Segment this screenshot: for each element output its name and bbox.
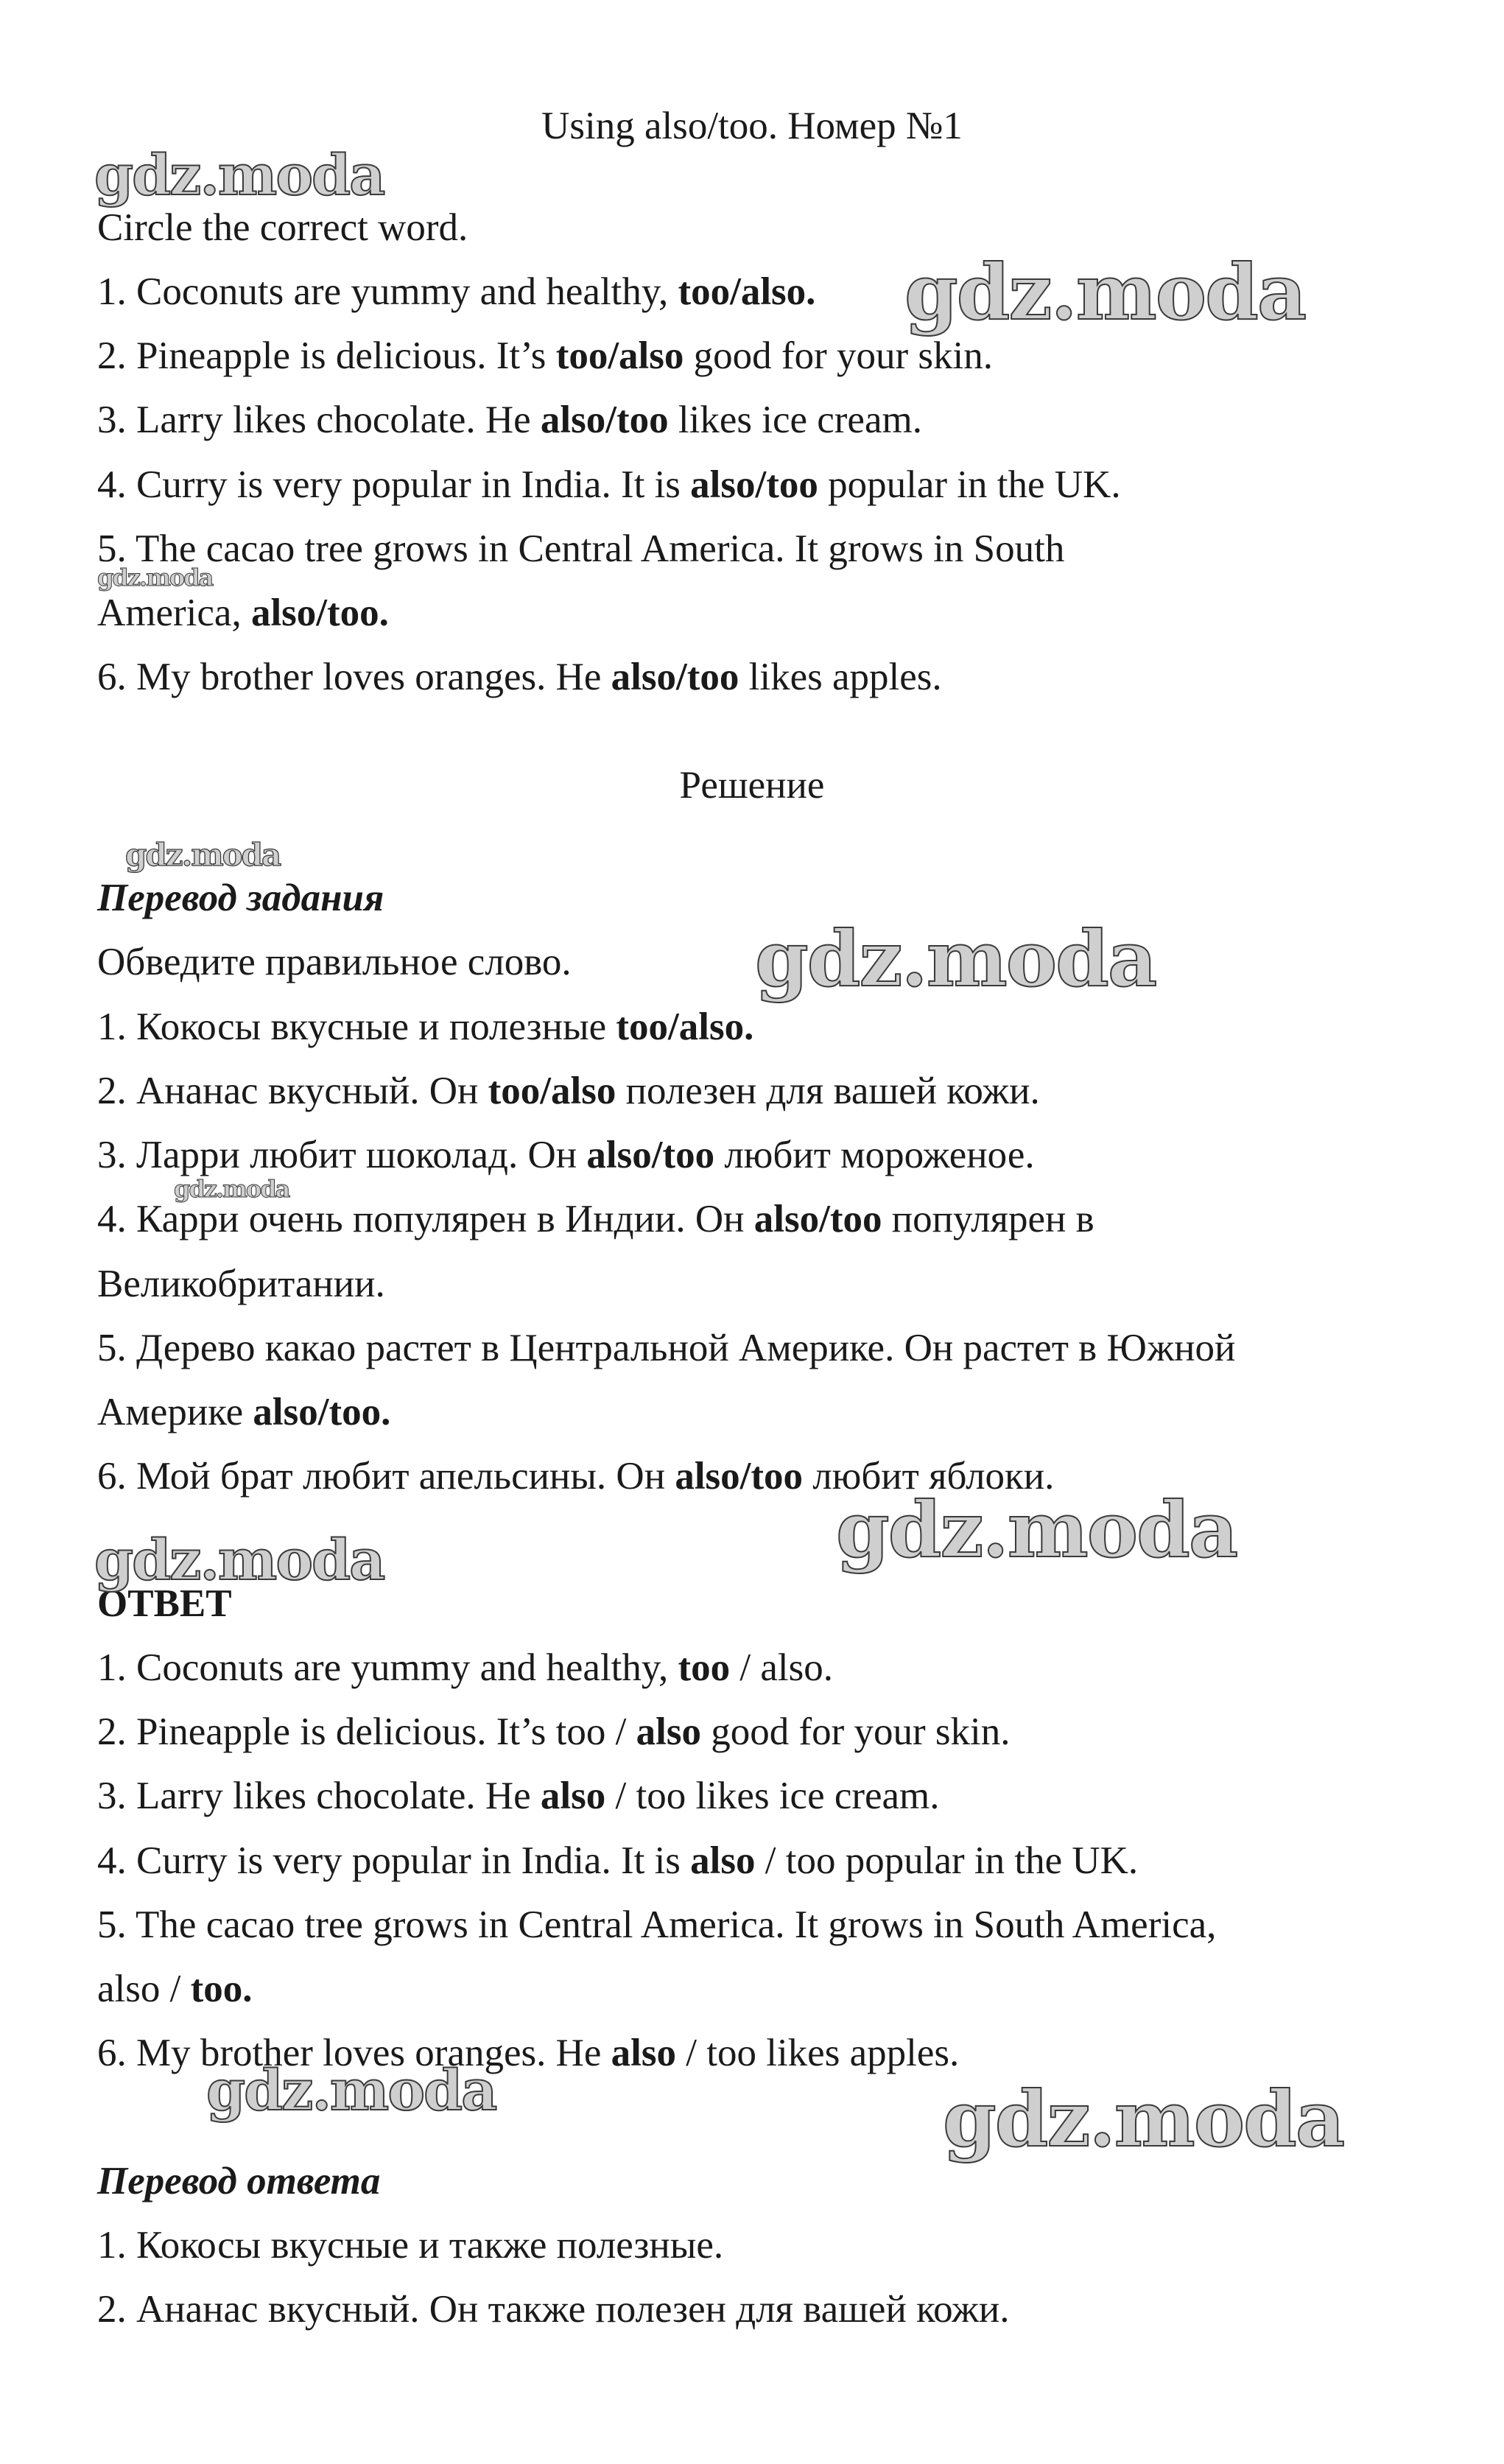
task-item: 5. The cacao tree grows in Central America. It grows in South	[97, 527, 1065, 570]
task-item: 1. Coconuts are yummy and healthy, too/also.	[97, 270, 816, 313]
task-item: America, also/too.	[97, 592, 389, 634]
watermark-logo: gdz.moda	[174, 1175, 289, 1203]
page-title: Using also/too. Номер №1	[541, 105, 963, 147]
task-item: 3. Larry likes chocolate. He also/too likes ice cream.	[97, 399, 922, 441]
translation-heading: Перевод задания	[97, 877, 384, 919]
watermark-logo: gdz.moda	[943, 2074, 1344, 2164]
answer-item: 6. My brother loves oranges. He also / too likes apples.	[97, 2032, 960, 2074]
answer-item: 1. Coconuts are yummy and healthy, too / also.	[97, 1646, 833, 1689]
translation-item: Великобритании.	[97, 1263, 385, 1305]
solution-label: Решение	[679, 764, 825, 807]
task-instruction: Circle the correct word.	[97, 206, 468, 249]
translation-item: 3. Ларри любит шоколад. Он also/too любит мороженое.	[97, 1134, 1035, 1176]
answer-translation-heading: Перевод ответа	[97, 2160, 381, 2202]
translation-instruction: Обведите правильное слово.	[97, 941, 572, 983]
translation-item: 2. Ананас вкусный. Он too/also полезен для вашей кожи.	[97, 1070, 1040, 1112]
translation-item: 5. Дерево какао растет в Центральной Америке. Он растет в Южной	[97, 1327, 1236, 1369]
watermark-logo: gdz.moda	[755, 913, 1156, 1004]
watermark-logo: gdz.moda	[904, 247, 1306, 337]
watermark-logo: gdz.moda	[94, 142, 384, 208]
watermark-logo: gdz.moda	[94, 1527, 384, 1593]
translation-item: 4. Карри очень популярен в Индии. Он also/too популярен в	[97, 1198, 1094, 1240]
task-item: 2. Pineapple is delicious. It’s too/also good for your skin.	[97, 334, 993, 377]
answer-translation-item: 2. Ананас вкусный. Он также полезен для вашей кожи.	[97, 2288, 1010, 2331]
watermark-logo: gdz.moda	[125, 837, 281, 873]
answer-item: 3. Larry likes chocolate. He also / too likes ice cream.	[97, 1775, 940, 1817]
watermark-logo: gdz.moda	[836, 1484, 1237, 1575]
watermark-logo: gdz.moda	[97, 564, 213, 592]
translation-item: 6. Мой брат любит апельсины. Он also/too любит яблоки.	[97, 1455, 1055, 1498]
answer-heading: ОТВЕТ	[97, 1582, 232, 1625]
task-item: 6. My brother loves oranges. He also/too likes apples.	[97, 656, 942, 698]
watermark-logo: gdz.moda	[206, 2057, 496, 2123]
answer-item: also / too.	[97, 1968, 253, 2010]
answer-item: 4. Curry is very popular in India. It is also / too popular in the UK.	[97, 1839, 1139, 1882]
answer-item: 5. The cacao tree grows in Central America. It grows in South America,	[97, 1903, 1217, 1946]
answer-item: 2. Pineapple is delicious. It’s too / also good for your skin.	[97, 1710, 1011, 1753]
translation-item: 1. Кокосы вкусные и полезные too/also.	[97, 1005, 754, 1048]
translation-item: Америке also/too.	[97, 1391, 391, 1433]
task-item: 4. Curry is very popular in India. It is also/too popular in the UK.	[97, 463, 1121, 506]
answer-translation-item: 1. Кокосы вкусные и также полезные.	[97, 2224, 724, 2267]
